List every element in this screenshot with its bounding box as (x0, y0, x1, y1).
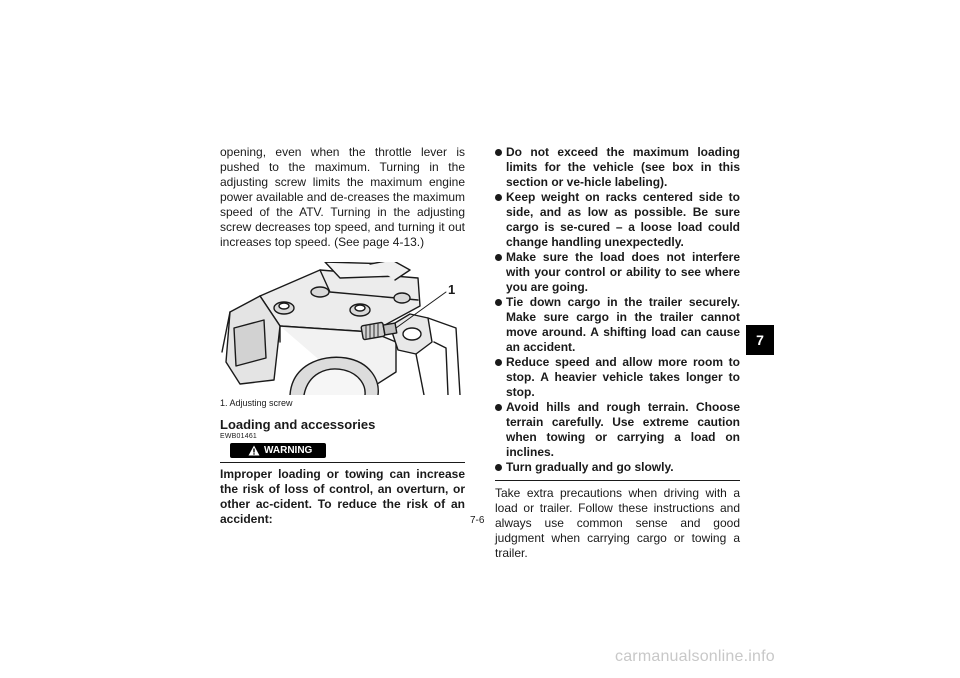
warning-bullet-list (495, 145, 740, 475)
warning-label: WARNING (264, 445, 313, 456)
warning-text: Improper loading or towing can increase the risk of loss of control, an overturn, or other ac-cident. To reduce the risk of an accident: (220, 467, 465, 526)
section-heading: Loading and accessories (220, 417, 376, 432)
chapter-tab: 7 (746, 325, 774, 355)
closing-paragraph: Take extra precautions when driving with a load or trailer. Follow these instructions and always use common sense and good judgment when carrying cargo or towing a trailer. (495, 486, 740, 560)
page-number: 7-6 (470, 515, 485, 526)
section-code: EWB01461 (220, 433, 258, 440)
list-item: Avoid hills and rough terrain. Choose terrain carefully. Use extreme caution when towing or carrying a load on inclines. (495, 400, 740, 460)
figure-caption: 1. Adjusting screw (220, 398, 293, 408)
bullet-dot-icon (495, 299, 502, 306)
warning-badge (230, 443, 326, 458)
right-column (495, 145, 740, 561)
bullet-dot-icon (495, 359, 502, 366)
adjusting-screw-illustration (220, 262, 465, 395)
bullet-dot-icon (495, 464, 502, 471)
list-item: Tie down cargo in the trailer securely. Make sure cargo in the trailer cannot move around. A shifting load can cause an accident. (495, 295, 740, 355)
list-item: Do not exceed the maximum loading limits for the vehicle (see box in this section or ve-hicle labeling). (495, 145, 740, 190)
callout-number: 1 (448, 282, 456, 297)
left-column (220, 145, 465, 527)
bullet-dot-icon (495, 404, 502, 411)
bullet-dot-icon (495, 194, 502, 201)
watermark: carmanualsonline.info (615, 648, 775, 665)
list-item: Make sure the load does not interfere with your control or ability to see where you are going. (495, 250, 740, 295)
list-item: Reduce speed and allow more room to stop. A heavier vehicle takes longer to stop. (495, 355, 740, 400)
warning-header (220, 443, 465, 458)
warning-triangle-icon (248, 445, 260, 456)
list-item: Turn gradually and go slowly. (495, 460, 740, 475)
warning-end-rule (495, 480, 740, 481)
list-item: Keep weight on racks centered side to side, and as low as possible. Be sure cargo is se-cured – a loose load could change handling unexpectedly. (495, 190, 740, 250)
bullet-dot-icon (495, 149, 502, 156)
warning-rule (220, 462, 465, 463)
intro-paragraph: opening, even when the throttle lever is pushed to the maximum. Turning in the adjusting screw limits the maximum engine power available and de-creases the maximum speed of the ATV. Turning in the adjusting screw decreases top speed, and turning it out increases top speed. (See page 4-13.) (220, 145, 465, 249)
bullet-dot-icon (495, 254, 502, 261)
